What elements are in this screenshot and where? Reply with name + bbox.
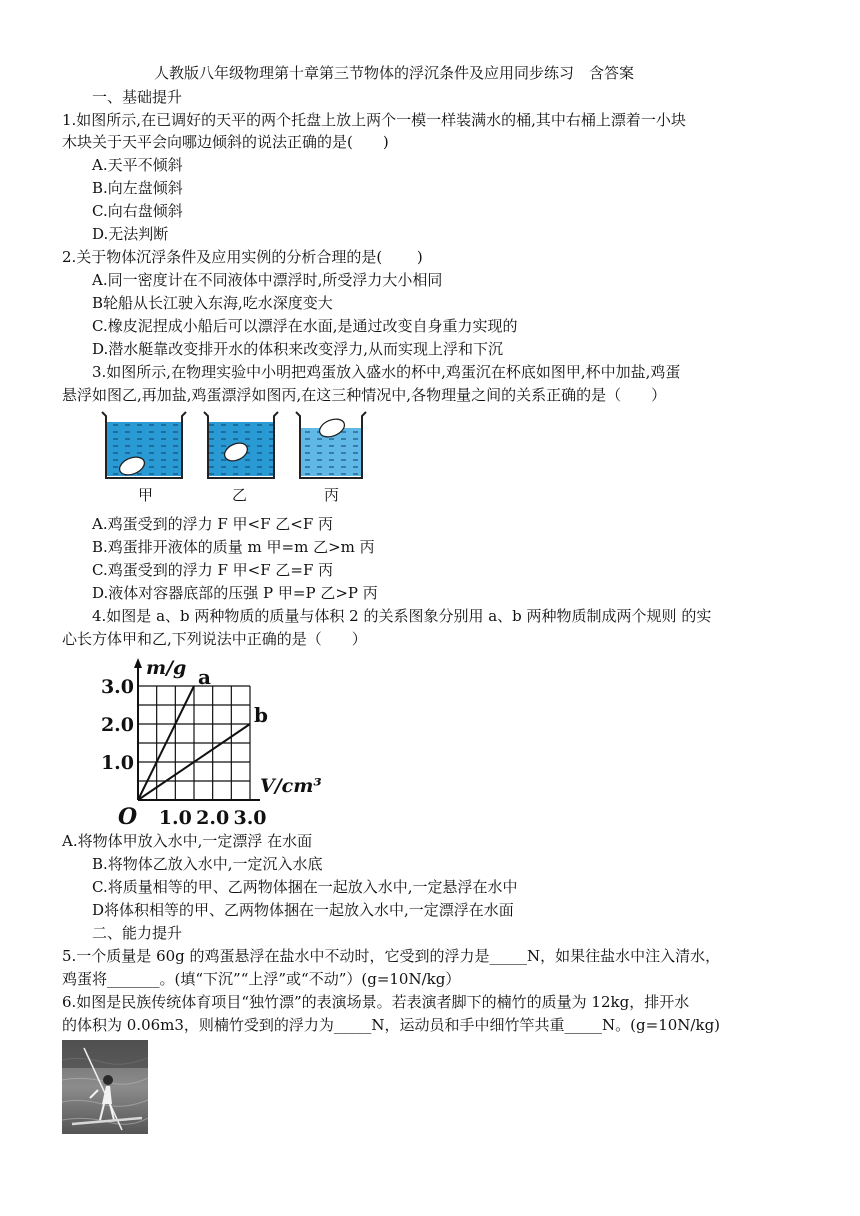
q6-line2: 的体积为 0.06m3，则楠竹受到的浮力为_____N，运动员和手中细竹竿共重_____N。(g=10N/kg) (62, 1016, 721, 1034)
q1-option-a: A.天平不倾斜 (92, 156, 183, 174)
q2-option-b: B轮船从长江驶入东海,吃水深度变大 (92, 294, 333, 312)
beaker-label-bing: 丙 (324, 486, 340, 504)
beaker-yi (204, 412, 278, 478)
x-tick-label: 2.0 (196, 807, 230, 829)
q4-option-d: D将体积相等的甲、乙两物体捆在一起放入水中,一定漂浮在水面 (92, 901, 514, 919)
q2-option-a: A.同一密度计在不同液体中漂浮时,所受浮力大小相同 (92, 271, 443, 289)
mass-volume-svg (96, 652, 346, 830)
y-axis-label: m/g (146, 657, 187, 679)
beaker-jia (102, 412, 186, 478)
mass-volume-chart (96, 652, 346, 830)
x-tick-label: 1.0 (158, 807, 192, 829)
q1-line1: 1.如图所示,在已调好的天平的两个托盘上放上两个一模一样装满水的桶,其中右桶上漂着一小块 (62, 111, 686, 129)
q1-option-b: B.向左盘倾斜 (92, 179, 183, 197)
q4-option-b: B.将物体乙放入水中,一定沉入水底 (92, 855, 323, 873)
q1-line2: 木块关于天平会向哪边倾斜的说法正确的是( ) (62, 133, 389, 151)
series-label-b: b (254, 703, 268, 727)
x-tick-label: 3.0 (233, 807, 267, 829)
beaker-bing (296, 412, 366, 478)
y-tick-label: 1.0 (100, 752, 134, 774)
y-tick-label: 2.0 (100, 714, 134, 736)
series-label-a: a (198, 665, 211, 689)
section-basic: 一、基础提升 (92, 88, 183, 106)
q3-line2: 悬浮如图乙,再加盐,鸡蛋漂浮如图丙,在这三种情况中,各物理量之间的关系正确的是（ ） (62, 386, 667, 404)
beakers-figure (100, 408, 370, 508)
q3-option-d: D.液体对容器底部的压强 P 甲=P 乙>P 丙 (92, 584, 378, 602)
q3-option-b: B.鸡蛋排开液体的质量 m 甲=m 乙>m 丙 (92, 538, 375, 556)
section-advanced: 二、能力提升 (92, 924, 183, 942)
q2-option-c: C.橡皮泥捏成小船后可以漂浮在水面,是通过改变自身重力实现的 (92, 317, 518, 335)
q4-line1: 4.如图是 a、b 两种物质的质量与体积 2 的关系图象分别用 a、b 两种物质制成两个规则 的实 (92, 607, 712, 625)
x-axis-label: V/cm³ (260, 775, 322, 797)
bamboo-rafting-photo (62, 1040, 148, 1134)
y-tick-label: 3.0 (100, 676, 134, 698)
q4-option-c: C.将质量相等的甲、乙两物体捆在一起放入水中,一定悬浮在水中 (92, 878, 518, 896)
q5-line1: 5.一个质量是 60g 的鸡蛋悬浮在盐水中不动时，它受到的浮力是_____N，如果往盐水中注入清水， (62, 947, 721, 965)
q3-line1: 3.如图所示,在物理实验中小明把鸡蛋放入盛水的杯中,鸡蛋沉在杯底如图甲,杯中加盐,鸡蛋 (92, 363, 681, 381)
q4-line2: 心长方体甲和乙,下列说法中正确的是（ ） (62, 630, 367, 648)
q1-option-d: D.无法判断 (92, 225, 169, 243)
q1-option-c: C.向右盘倾斜 (92, 202, 183, 220)
origin-label: O (118, 804, 138, 830)
y-axis-arrow (134, 658, 142, 668)
page-title: 人教版八年级物理第十章第三节物体的浮沉条件及应用同步练习 含答案 (154, 64, 635, 82)
q4-option-a: A.将物体甲放入水中,一定漂浮 在水面 (62, 832, 313, 850)
q2-line1: 2.关于物体沉浮条件及应用实例的分析合理的是( ) (62, 248, 423, 266)
q6-line1: 6.如图是民族传统体育项目“独竹漂”的表演场景。若表演者脚下的楠竹的质量为 12kg，排开水 (62, 993, 690, 1011)
q5-line2: 鸡蛋将_______。(填“下沉”“上浮”或“不动”）(g=10N/kg） (62, 970, 461, 988)
beaker-label-yi: 乙 (232, 486, 248, 504)
q3-option-a: A.鸡蛋受到的浮力 F 甲<F 乙<F 丙 (92, 515, 334, 533)
q2-option-d: D.潜水艇靠改变排开水的体积来改变浮力,从而实现上浮和下沉 (92, 340, 504, 358)
beaker-label-jia: 甲 (138, 486, 154, 504)
bamboo-rafting-image (62, 1040, 148, 1134)
q3-option-c: C.鸡蛋受到的浮力 F 甲<F 乙=F 丙 (92, 561, 334, 579)
